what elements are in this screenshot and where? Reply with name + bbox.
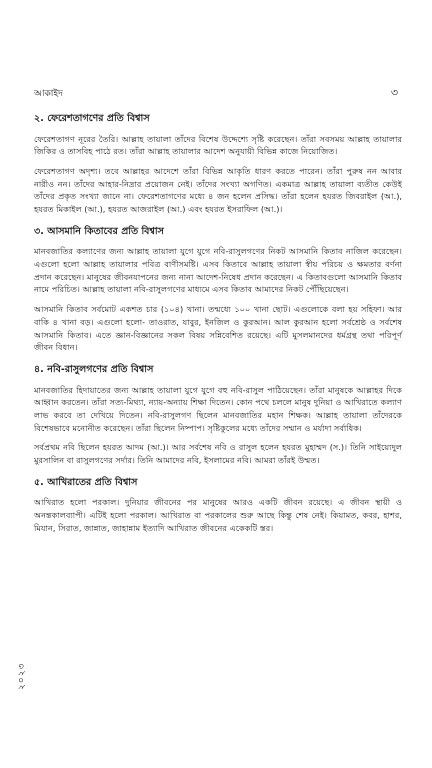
paragraph: ফেরেশতাগণ নূরের তৈরি। আল্লাহ তায়ালা তাঁদের বিশেষ উদ্দেশ্যে সৃষ্টি করেছেন। তাঁরা সবসময় আল্লাহ তায়ালার জিকির ও তাসবিহ পাঠে রত। তাঁরা আল্লাহ তায়ালার আদেশ অনুযায়ী বিভিন্ন কাজে নিয়োজিত। [34,133,402,157]
section-heading: ৩. আসমানি কিতাবের প্রতি বিশ্বাস [34,225,164,237]
page-header [34,84,398,103]
section-heading: ৫. আখিরাতের প্রতি বিশ্বাস [34,476,138,488]
section-books [34,225,402,354]
paragraph: আখিরাত হলো পরকাল। দুনিয়ার জীবনের পর মানুষের আরও একটি জীবন রয়েছে। এ জীবন স্থায়ী ও অনন্তকালব্যাপী। এটিই হলো পরকাল। আখিরাত বা পরকালের শুরু আছে কিন্তু শেষ নেই। কিয়ামত, কবর, হাশর, মিযান, সিরাত, জান্নাত, জাহান্নাম ইত্যাদি আখিরাত জীবনের একেকটি স্তর। [34,497,402,533]
section-heading: ৪. নবি-রাসুলগণের প্রতি বিশ্বাস [34,364,154,375]
section-angels [34,112,402,216]
section-prophets [34,363,402,467]
paragraph: মানবজাতির হিদায়াতের জন্য আল্লাহ তায়ালা যুগে যুগে বহু নবি-রাসুল পাঠিয়েছেন। তাঁরা মানুষকে আল্লাহর দিকে আহ্বান করতেন। তাঁরা সত্য-মিথ্যা, ন্যায়-অন্যায় শিক্ষা দিতেন। কোন পথে চললে মানুষ দুনিয়া ও আখিরাতে কল্যাণ লাভ করবে তা দেখিয়ে দিতেন। নবি-রাসুলগণ ছিলেন মানবজাতির মহান শিক্ষক। আল্লাহ তায়ালা তাঁদেরকে বিশেষভাবে মনোনীত করেছেন। তাঁরা ছিলেন নিষ্পাপ। সৃষ্টিকুলের মধ্যে তাঁদের সম্মান ও মর্যাদা সর্বাধিক। [34,384,402,433]
side-year-mark: ২০২৩ [17,662,27,690]
paragraph: ফেরেশতাগণ অদৃশ্য। তবে আল্লাহর আদেশে তাঁরা বিভিন্ন আকৃতি ধারণ করতে পারেন। তাঁরা পুরুষ নন আবার নারীও নন। তাঁদের আহার-নিদ্রার প্রয়োজন নেই। তাঁদের সংখ্যা অগণিত। একমাত্র আল্লাহ তায়ালা ব্যতীত কেউই তাঁদের প্রকৃত সংখ্যা জানে না। ফেরেশতাগণের মধ্যে ৪ জন হলেন প্রসিদ্ধ। তাঁরা হলেন হযরত জিবরাইল (আ.), হযরত মিকাইল (আ.), হযরত আজরাইল (আ.) এবং হযরত ইসরাফিল (আ.)। [34,165,402,215]
running-title: আকাইদ [34,89,63,99]
section-heading: ২. ফেরেশতাগণের প্রতি বিশ্বাস [34,113,150,124]
section-afterlife [34,476,402,535]
paragraph: মানবজাতির কল্যাণের জন্য আল্লাহ তায়ালা যুগে যুগে নবি-রাসুলগণের নিকট আসমানি কিতাব নাজিল করেছেন। এগুলো হলো আল্লাহ তায়ালার পবিত্র বাণীসমষ্টি। এসব কিতাবে আল্লাহ তায়ালা স্বীয় পরিচয় ও ক্ষমতার বর্ণনা প্রদান করেছেন। মানুষের জীবনযাপনের জন্য নানা আদেশ-নিষেধ প্রদান করেছেন। এ কিতাবগুলো আসমানি কিতাব নামে পরিচিত। আল্লাহ তায়ালা নবি-রাসুলগণের মাধ্যমে এসব কিতাব আমাদের নিকট পৌঁছিয়েছেন। [34,246,402,295]
page-number: ৩ [390,86,398,99]
paragraph: আসমানি কিতাব সর্বমোট একশত চার (১০৪) খানা। তন্মধ্যে ১০০ খানা ছোট। এগুলোকে বলা হয় সহিফা। আর বাকি ৪ খানা বড়। এগুলো হলো- তাওরাত, যাবুর, ইনজিল ও কুরআন। আল কুরআন হলো সর্বশ্রেষ্ঠ ও সর্বশেষ আসমানি কিতাব। এতে জ্ঞান-বিজ্ঞানের সকল বিষয় সন্নিবেশিত রয়েছে। এটি মুসলমানদের ধর্মগ্রন্থ তথা পরিপূর্ণ জীবন বিধান। [34,304,402,353]
paragraph: সর্বপ্রথম নবি ছিলেন হযরত আদম (আ.)। আর সর্বশেষ নবি ও রাসুল হলেন হযরত মুহাম্মদ (স.)। তিনি সাইয়্যেদুল মুরসালিন বা রাসুলগণের সর্দার। তিনি আমাদের নবি, ইসলামের নবি। আমরা তাঁরই উম্মত। [34,442,402,466]
page-content [34,112,402,543]
